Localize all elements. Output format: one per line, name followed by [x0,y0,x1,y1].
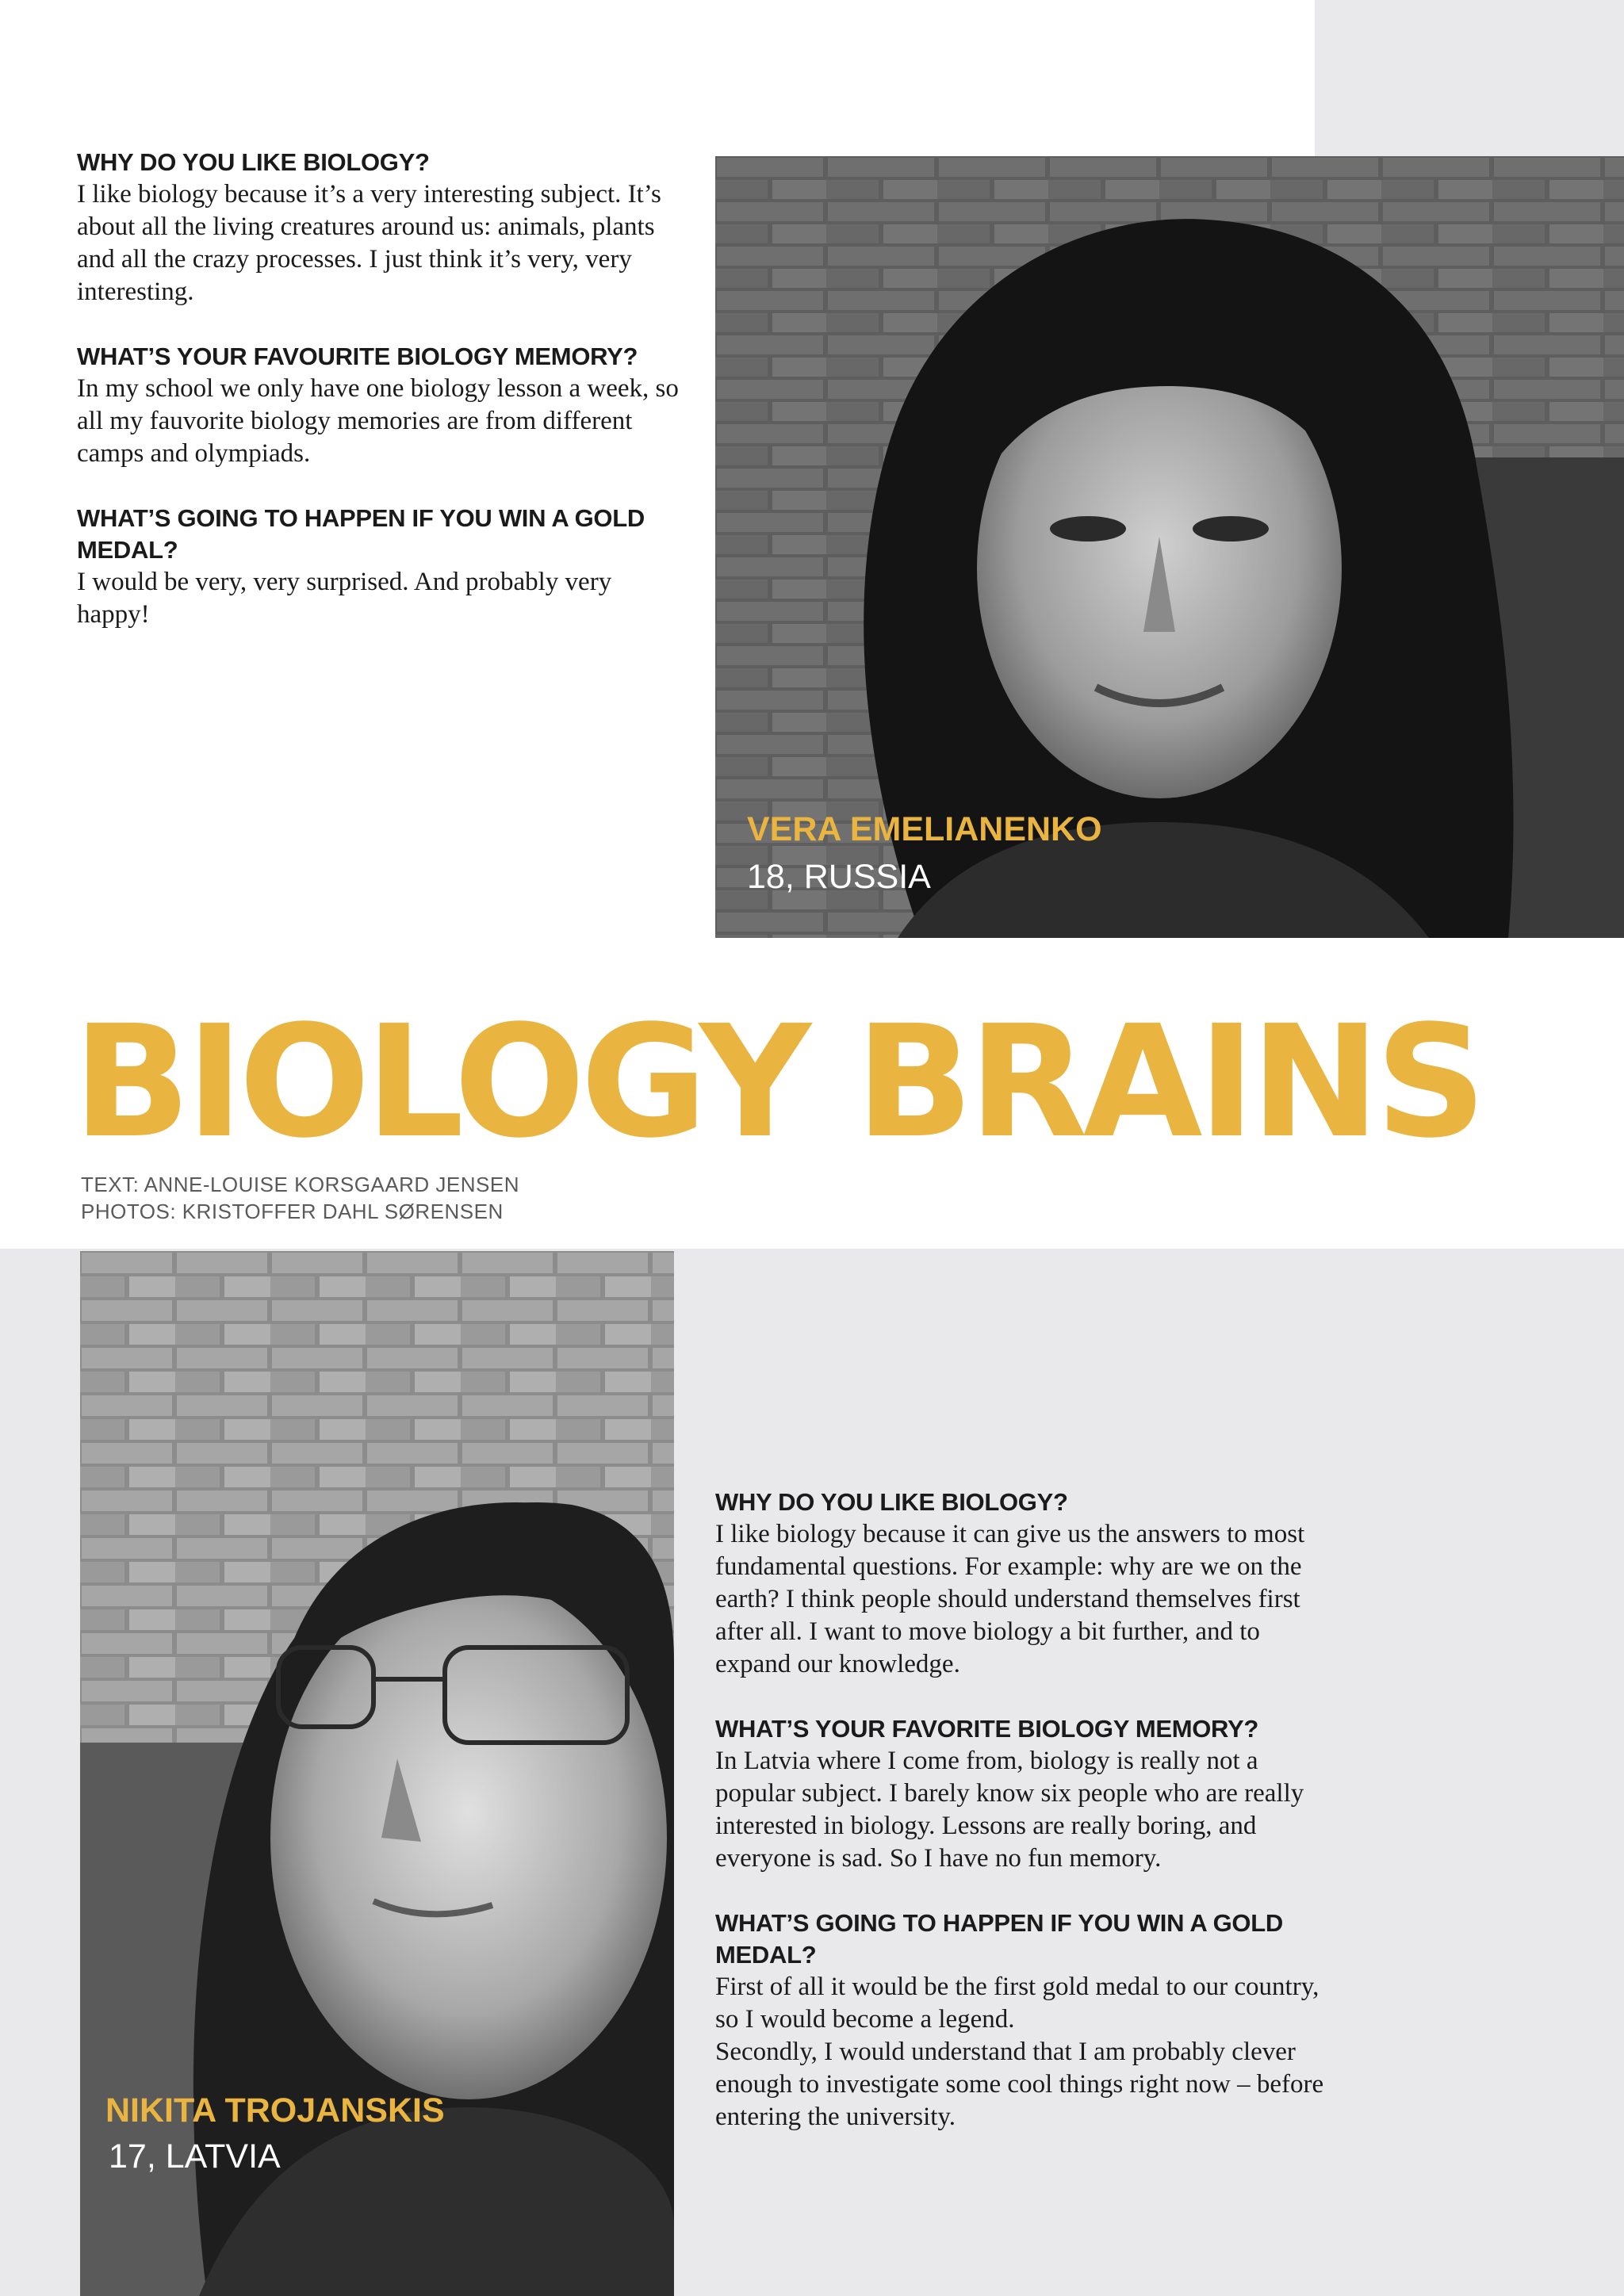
answer: I would be very, very surprised. And probably very happy! [77,568,612,629]
profile1-interview [77,147,688,664]
top-right-panel [1315,0,1624,159]
question: WHY DO YOU LIKE BIOLOGY? [77,148,430,176]
answer: I like biology because it can give us the answers to most fundamental questions. For example: why are we on the earth? I think people should understand themselves first after all. I want to move biology a bit further, and to expand our knowledge. [715,1520,1305,1678]
person-name: NIKITA TROJANSKIS [105,2091,445,2130]
profile2-interview [715,1487,1326,2166]
question: WHAT’S GOING TO HAPPEN IF YOU WIN A GOLD MEDAL? [77,504,645,564]
portrait-photo [80,1251,674,2296]
question: WHY DO YOU LIKE BIOLOGY? [715,1488,1068,1516]
answer: I like biology because it’s a very interesting subject. It’s about all the living creatures around us: animals, plants and all the crazy processes. I just think it’s very, very interesting. [77,180,661,306]
answer: First of all it would be the first gold medal to our country, so I would become a legend. [715,1973,1320,2034]
question: WHAT’S YOUR FAVOURITE BIOLOGY MEMORY? [77,342,638,370]
page-title: BIOLOGY BRAINS [73,992,1482,1172]
person-details: 17, LATVIA [109,2137,281,2175]
answer-continued: Secondly, I would understand that I am probably clever enough to investigate some cool things right now – before entering the university. [715,2038,1324,2131]
answer: In Latvia where I come from, biology is really not a popular subject. I barely know six people who are really interested in biology. Lessons are really boring, and everyone is sad. So I have no fun memory. [715,1747,1304,1873]
question: WHAT’S YOUR FAVORITE BIOLOGY MEMORY? [715,1715,1259,1743]
person-name: VERA EMELIANENKO [747,810,1102,848]
photo-credit: PHOTOS: KRISTOFFER DAHL SØRENSEN [81,1200,504,1223]
answer: In my school we only have one biology lesson a week, so all my fauvorite biology memories are from different camps and olympiads. [77,374,679,468]
portrait-photo [715,156,1624,938]
question: WHAT’S GOING TO HAPPEN IF YOU WIN A GOLD MEDAL? [715,1909,1283,1969]
person-details: 18, RUSSIA [747,858,931,896]
text-credit: TEXT: ANNE-LOUISE KORSGAARD JENSEN [81,1173,520,1196]
